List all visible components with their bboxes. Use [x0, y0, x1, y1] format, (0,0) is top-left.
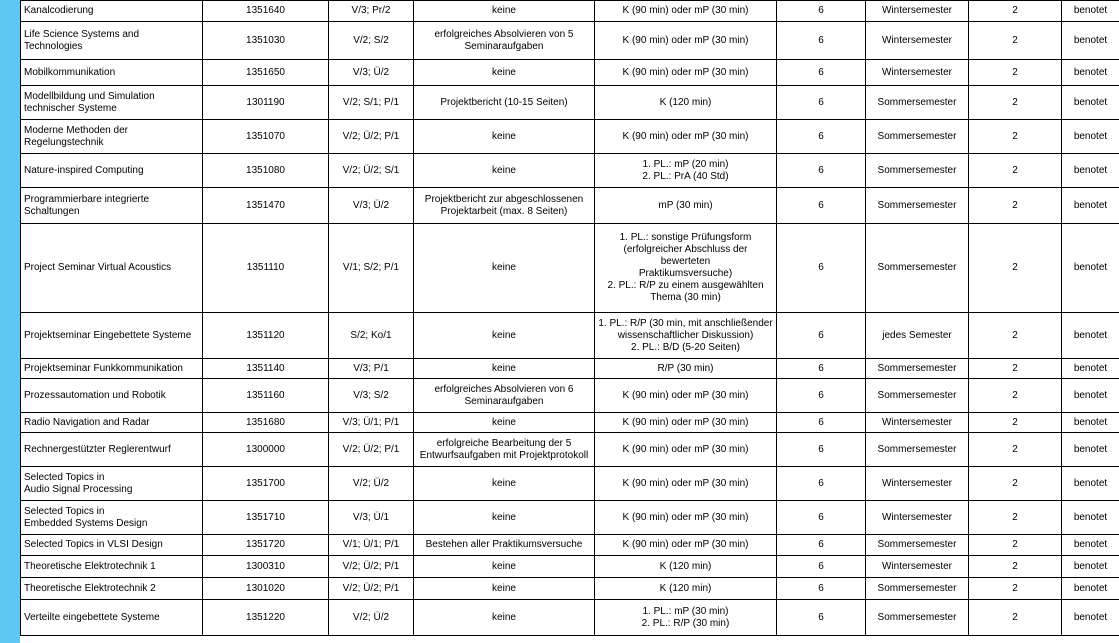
module-duration: 2 [969, 313, 1062, 359]
module-grading: benotet [1062, 313, 1119, 359]
module-number: 1351220 [203, 600, 329, 636]
module-number: 1351030 [203, 22, 329, 60]
module-duration: 2 [969, 467, 1062, 501]
module-name: Theoretische Elektrotechnik 2 [21, 578, 203, 600]
left-accent-bar [0, 0, 20, 643]
module-exam: 1. PL.: R/P (30 min, mit anschließender wissenschaftlicher Diskussion) 2. PL.: B/D (5-20 Seiten) [595, 313, 777, 359]
module-number: 1351470 [203, 188, 329, 224]
module-sws: V/2; Ü/2 [329, 600, 414, 636]
table-row [21, 600, 1119, 636]
module-exam: K (90 min) oder mP (30 min) [595, 433, 777, 467]
module-duration: 2 [969, 22, 1062, 60]
table-row [21, 467, 1119, 501]
module-semester: Wintersemester [866, 501, 969, 535]
module-credits: 6 [777, 86, 866, 120]
module-duration: 2 [969, 154, 1062, 188]
module-exam: K (120 min) [595, 86, 777, 120]
module-semester: Sommersemester [866, 86, 969, 120]
module-sws: S/2; Ko/1 [329, 313, 414, 359]
module-credits: 6 [777, 578, 866, 600]
module-prerequisite: keine [414, 120, 595, 154]
module-credits: 6 [777, 60, 866, 86]
module-exam: K (120 min) [595, 578, 777, 600]
table-row [21, 1, 1119, 22]
module-semester: Wintersemester [866, 413, 969, 433]
module-credits: 6 [777, 379, 866, 413]
module-credits: 6 [777, 600, 866, 636]
module-name: Life Science Systems and Technologies [21, 22, 203, 60]
module-name: Verteilte eingebettete Systeme [21, 600, 203, 636]
module-sws: V/3; Ü/1; P/1 [329, 413, 414, 433]
module-credits: 6 [777, 188, 866, 224]
module-grading: benotet [1062, 22, 1119, 60]
module-credits: 6 [777, 154, 866, 188]
module-name: Projektseminar Funkkommunikation [21, 359, 203, 379]
module-prerequisite: keine [414, 1, 595, 22]
module-semester: Sommersemester [866, 359, 969, 379]
module-sws: V/2; Ü/2; P/1 [329, 556, 414, 578]
table-row [21, 556, 1119, 578]
module-prerequisite: keine [414, 467, 595, 501]
module-exam: K (90 min) oder mP (30 min) [595, 501, 777, 535]
module-duration: 2 [969, 556, 1062, 578]
module-sws: V/3; Pr/2 [329, 1, 414, 22]
table-row [21, 313, 1119, 359]
module-rows [21, 1, 1119, 636]
module-semester: jedes Semester [866, 313, 969, 359]
module-prerequisite: keine [414, 359, 595, 379]
module-prerequisite: keine [414, 600, 595, 636]
module-semester: Sommersemester [866, 379, 969, 413]
module-exam: K (90 min) oder mP (30 min) [595, 379, 777, 413]
module-semester: Wintersemester [866, 556, 969, 578]
module-name: Theoretische Elektrotechnik 1 [21, 556, 203, 578]
module-semester: Sommersemester [866, 188, 969, 224]
module-credits: 6 [777, 22, 866, 60]
module-credits: 6 [777, 224, 866, 313]
module-name: Project Seminar Virtual Acoustics [21, 224, 203, 313]
module-number: 1351640 [203, 1, 329, 22]
module-grading: benotet [1062, 578, 1119, 600]
module-name: Mobilkommunikation [21, 60, 203, 86]
module-number: 1351160 [203, 379, 329, 413]
module-number: 1301020 [203, 578, 329, 600]
module-name: Rechnergestützter Reglerentwurf [21, 433, 203, 467]
module-name: Modellbildung und Simulation technischer Systeme [21, 86, 203, 120]
module-exam: 1. PL.: sonstige Prüfungsform (erfolgreicher Abschluss der bewerteten Praktikumsversuche) 2. PL.: R/P zu einem ausgewählten Thema (30 min) [595, 224, 777, 313]
module-sws: V/2; S/2 [329, 22, 414, 60]
module-exam: K (90 min) oder mP (30 min) [595, 1, 777, 22]
module-number: 1351070 [203, 120, 329, 154]
module-name: Nature-inspired Computing [21, 154, 203, 188]
module-number: 1301190 [203, 86, 329, 120]
module-name: Selected Topics in Audio Signal Processing [21, 467, 203, 501]
table-row [21, 535, 1119, 556]
module-number: 1300000 [203, 433, 329, 467]
module-duration: 2 [969, 60, 1062, 86]
module-grading: benotet [1062, 413, 1119, 433]
module-number: 1351680 [203, 413, 329, 433]
module-prerequisite: keine [414, 224, 595, 313]
module-credits: 6 [777, 556, 866, 578]
module-semester: Sommersemester [866, 433, 969, 467]
module-grading: benotet [1062, 600, 1119, 636]
module-exam: K (90 min) oder mP (30 min) [595, 467, 777, 501]
module-name: Projektseminar Eingebettete Systeme [21, 313, 203, 359]
module-prerequisite: Bestehen aller Praktikumsversuche [414, 535, 595, 556]
module-prerequisite: keine [414, 501, 595, 535]
module-semester: Wintersemester [866, 60, 969, 86]
module-grading: benotet [1062, 556, 1119, 578]
module-duration: 2 [969, 120, 1062, 154]
module-prerequisite: keine [414, 60, 595, 86]
module-duration: 2 [969, 224, 1062, 313]
module-semester: Sommersemester [866, 224, 969, 313]
module-name: Selected Topics in Embedded Systems Design [21, 501, 203, 535]
module-name: Radio Navigation and Radar [21, 413, 203, 433]
module-sws: V/2; S/1; P/1 [329, 86, 414, 120]
module-duration: 2 [969, 188, 1062, 224]
table-row [21, 501, 1119, 535]
module-sws: V/3; Ü/1 [329, 501, 414, 535]
module-semester: Sommersemester [866, 120, 969, 154]
table-row [21, 154, 1119, 188]
module-exam: K (90 min) oder mP (30 min) [595, 22, 777, 60]
module-exam: K (90 min) oder mP (30 min) [595, 60, 777, 86]
table-row [21, 224, 1119, 313]
module-prerequisite: keine [414, 578, 595, 600]
module-prerequisite: erfolgreiches Absolvieren von 6 Seminaraufgaben [414, 379, 595, 413]
module-number: 1351700 [203, 467, 329, 501]
module-duration: 2 [969, 433, 1062, 467]
module-semester: Wintersemester [866, 1, 969, 22]
module-sws: V/3; S/2 [329, 379, 414, 413]
module-sws: V/3; Ü/2 [329, 60, 414, 86]
module-name: Selected Topics in VLSI Design [21, 535, 203, 556]
module-duration: 2 [969, 359, 1062, 379]
module-grading: benotet [1062, 60, 1119, 86]
module-exam: 1. PL.: mP (30 min) 2. PL.: R/P (30 min) [595, 600, 777, 636]
module-credits: 6 [777, 433, 866, 467]
module-semester: Sommersemester [866, 154, 969, 188]
module-credits: 6 [777, 313, 866, 359]
module-prerequisite: keine [414, 413, 595, 433]
module-number: 1300310 [203, 556, 329, 578]
table-row [21, 86, 1119, 120]
table-row [21, 413, 1119, 433]
module-credits: 6 [777, 467, 866, 501]
module-name: Programmierbare integrierte Schaltungen [21, 188, 203, 224]
module-number: 1351120 [203, 313, 329, 359]
module-credits: 6 [777, 501, 866, 535]
module-duration: 2 [969, 578, 1062, 600]
table-row [21, 433, 1119, 467]
module-exam: K (90 min) oder mP (30 min) [595, 413, 777, 433]
module-sws: V/3; Ü/2 [329, 188, 414, 224]
module-name: Kanalcodierung [21, 1, 203, 22]
module-prerequisite: Projektbericht (10-15 Seiten) [414, 86, 595, 120]
module-exam: K (90 min) oder mP (30 min) [595, 120, 777, 154]
module-grading: benotet [1062, 120, 1119, 154]
module-semester: Sommersemester [866, 600, 969, 636]
module-grading: benotet [1062, 535, 1119, 556]
module-duration: 2 [969, 600, 1062, 636]
module-duration: 2 [969, 379, 1062, 413]
module-grading: benotet [1062, 433, 1119, 467]
module-grading: benotet [1062, 1, 1119, 22]
module-sws: V/2; Ü/2; P/1 [329, 578, 414, 600]
module-prerequisite: erfolgreiches Absolvieren von 5 Seminaraufgaben [414, 22, 595, 60]
module-prerequisite: keine [414, 154, 595, 188]
module-exam: mP (30 min) [595, 188, 777, 224]
module-sws: V/2; Ü/2 [329, 467, 414, 501]
module-sws: V/1; Ü/1; P/1 [329, 535, 414, 556]
module-prerequisite: erfolgreiche Bearbeitung der 5 Entwurfsaufgaben mit Projektprotokoll [414, 433, 595, 467]
table-row [21, 578, 1119, 600]
module-prerequisite: keine [414, 556, 595, 578]
module-duration: 2 [969, 535, 1062, 556]
module-credits: 6 [777, 413, 866, 433]
module-sws: V/1; S/2; P/1 [329, 224, 414, 313]
module-credits: 6 [777, 1, 866, 22]
module-credits: 6 [777, 120, 866, 154]
module-grading: benotet [1062, 86, 1119, 120]
module-sws: V/3; P/1 [329, 359, 414, 379]
module-exam: 1. PL.: mP (20 min) 2. PL.: PrA (40 Std) [595, 154, 777, 188]
module-number: 1351140 [203, 359, 329, 379]
module-grading: benotet [1062, 224, 1119, 313]
module-semester: Sommersemester [866, 578, 969, 600]
module-name: Moderne Methoden der Regelungstechnik [21, 120, 203, 154]
module-number: 1351110 [203, 224, 329, 313]
module-grading: benotet [1062, 467, 1119, 501]
module-semester: Wintersemester [866, 467, 969, 501]
table-row [21, 22, 1119, 60]
module-exam: R/P (30 min) [595, 359, 777, 379]
module-duration: 2 [969, 1, 1062, 22]
module-credits: 6 [777, 359, 866, 379]
module-duration: 2 [969, 413, 1062, 433]
table-row [21, 379, 1119, 413]
table-row [21, 359, 1119, 379]
module-duration: 2 [969, 501, 1062, 535]
table-row [21, 120, 1119, 154]
module-number: 1351080 [203, 154, 329, 188]
module-grading: benotet [1062, 501, 1119, 535]
table-row [21, 188, 1119, 224]
module-exam: K (120 min) [595, 556, 777, 578]
module-exam: K (90 min) oder mP (30 min) [595, 535, 777, 556]
module-sws: V/2; Ü/2; P/1 [329, 433, 414, 467]
module-credits: 6 [777, 535, 866, 556]
module-grading: benotet [1062, 359, 1119, 379]
module-duration: 2 [969, 86, 1062, 120]
module-number: 1351720 [203, 535, 329, 556]
module-sws: V/2; Ü/2; S/1 [329, 154, 414, 188]
module-number: 1351710 [203, 501, 329, 535]
module-semester: Sommersemester [866, 535, 969, 556]
module-sws: V/2; Ü/2; P/1 [329, 120, 414, 154]
module-table [20, 0, 1119, 636]
module-grading: benotet [1062, 379, 1119, 413]
module-name: Prozessautomation und Robotik [21, 379, 203, 413]
module-grading: benotet [1062, 188, 1119, 224]
module-number: 1351650 [203, 60, 329, 86]
module-grading: benotet [1062, 154, 1119, 188]
table-row [21, 60, 1119, 86]
module-prerequisite: Projektbericht zur abgeschlossenen Projektarbeit (max. 8 Seiten) [414, 188, 595, 224]
module-semester: Wintersemester [866, 22, 969, 60]
module-prerequisite: keine [414, 313, 595, 359]
